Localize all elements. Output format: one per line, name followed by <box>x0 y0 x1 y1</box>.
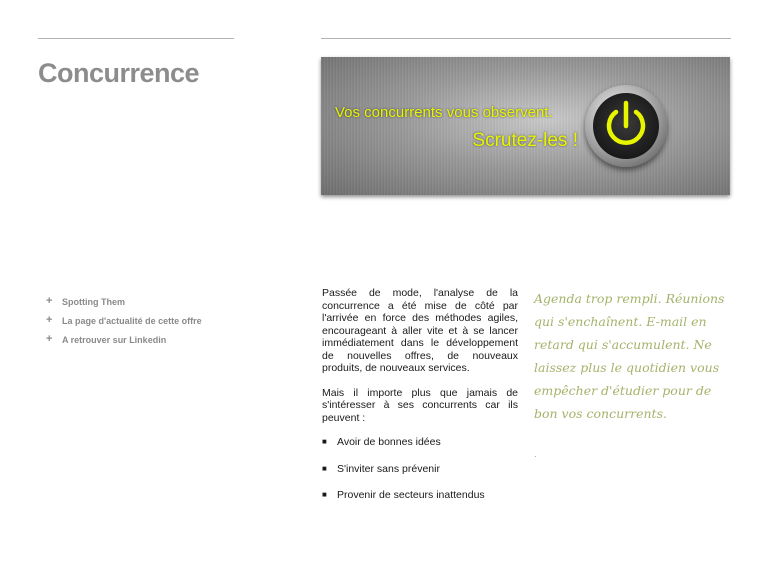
header-divider-right <box>321 38 731 39</box>
plus-icon: + <box>46 314 53 326</box>
competitors-paragraph: Mais il importe plus que jamais de s'intéresser à ses concurrents car ils peuvent : <box>322 386 518 424</box>
main-body <box>322 287 518 516</box>
list-item: ■ Avoir de bonnes idées <box>322 436 441 448</box>
link-spotting-them[interactable] <box>46 297 202 316</box>
bullet-icon: ■ <box>322 437 327 446</box>
bullet-list <box>322 436 518 502</box>
list-item: ■ S'inviter sans prévenir <box>322 462 440 475</box>
intro-paragraph: Passée de mode, l'analyse de la concurrence a été mise de côté par l'arrivée en force des méthodes agiles, encourageant à aller vite et à se lancer immédiatement dans le développement de nouvelles offres, de nouveaux produits, de nouveaux services. <box>322 287 518 374</box>
related-links <box>46 297 202 354</box>
plus-icon: + <box>46 295 53 307</box>
bullet-icon: ■ <box>322 490 327 499</box>
pull-quote: Agenda trop rempli. Réunions qui s'enchaînent. E-mail en retard qui s'accumulent. Ne laissez plus le quotidien vous empêcher d'étudier pour de bon vos concurrents. <box>534 291 725 421</box>
plus-icon: + <box>46 333 53 345</box>
quote-trailing-dot: . <box>534 449 537 460</box>
banner-headline: Vos concurrents vous observent. <box>335 104 553 121</box>
list-item: ■ Provenir de secteurs inattendus <box>322 489 485 501</box>
link-offer-news[interactable] <box>46 316 202 335</box>
hero-banner <box>321 57 730 195</box>
power-button-icon <box>585 85 667 167</box>
link-label: Spotting Them <box>62 297 125 307</box>
banner-callout: Scrutez-les ! <box>472 130 578 151</box>
bullet-icon: ■ <box>322 463 327 473</box>
page-title: Concurrence <box>38 58 200 88</box>
link-label: A retrouver sur Linkedin <box>62 335 167 345</box>
link-linkedin[interactable] <box>46 335 202 354</box>
link-label: La page d'actualité de cette offre <box>62 316 202 326</box>
header-divider-left <box>38 38 234 39</box>
